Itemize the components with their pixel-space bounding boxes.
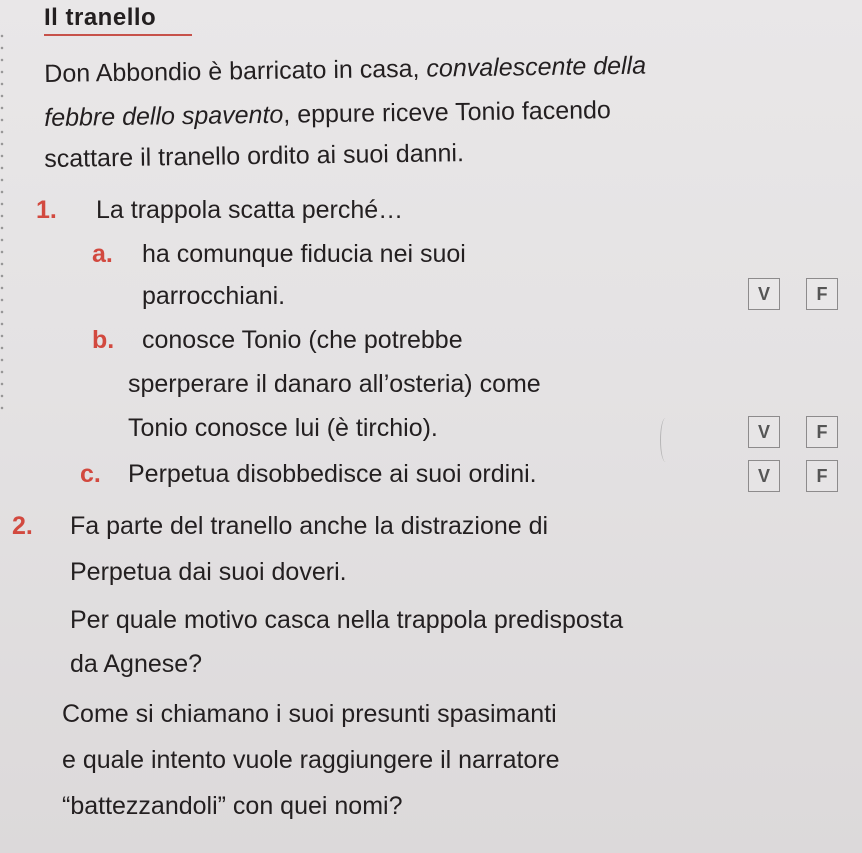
intro-text: , eppure riceve Tonio facendo [283,96,612,129]
option-b-text: Tonio conosce lui (è tirchio). [128,414,438,442]
option-c-letter: c. [80,460,101,488]
option-c-true-box[interactable]: V [748,460,780,492]
option-b-text: conosce Tonio (che potrebbe [142,326,463,354]
option-b-true-box[interactable]: V [748,416,780,448]
question-1-number: 1. [36,196,57,224]
question-2-number: 2. [12,512,33,540]
option-b-false-box[interactable]: F [806,416,838,448]
question-2-text: Per quale motivo casca nella trappola predisposta [70,606,624,634]
question-1-stem: La trappola scatta perché… [96,196,404,224]
question-2-text: Fa parte del tranello anche la distrazione di [70,512,549,540]
option-c-text: Perpetua disobbedisce ai suoi ordini. [128,460,537,488]
question-2-text: e quale intento vuole raggiungere il narratore [62,746,560,774]
section-title: Il tranello [44,4,157,31]
intro-text: scattare il tranello ordito ai suoi danni. [44,139,465,173]
option-b-letter: b. [92,326,115,354]
question-2-text: “battezzandoli” con quei nomi? [62,792,403,820]
option-a-letter: a. [92,240,113,268]
option-c-false-box[interactable]: F [806,460,838,492]
option-b-text: sperperare il danaro all’osteria) come [128,370,541,398]
intro-italic: febbre dello spavento [44,100,284,132]
intro-italic: convalescente della [426,51,647,83]
option-a-text: ha comunque fiducia nei suoi [142,240,466,268]
intro-line-1 [44,43,844,94]
question-2-text: Come si chiamano i suoi presunti spasimanti [62,700,557,728]
title-underline [44,34,192,36]
option-a-true-box[interactable]: V [748,278,780,310]
option-a-text: parrocchiani. [142,282,286,310]
pencil-mark [660,418,671,462]
question-2-text: da Agnese? [70,650,203,678]
margin-dots [0,30,4,410]
question-2-text: Perpetua dai suoi doveri. [70,558,347,586]
intro-text: Don Abbondio è barricato in casa, [44,54,427,88]
option-a-false-box[interactable]: F [806,278,838,310]
